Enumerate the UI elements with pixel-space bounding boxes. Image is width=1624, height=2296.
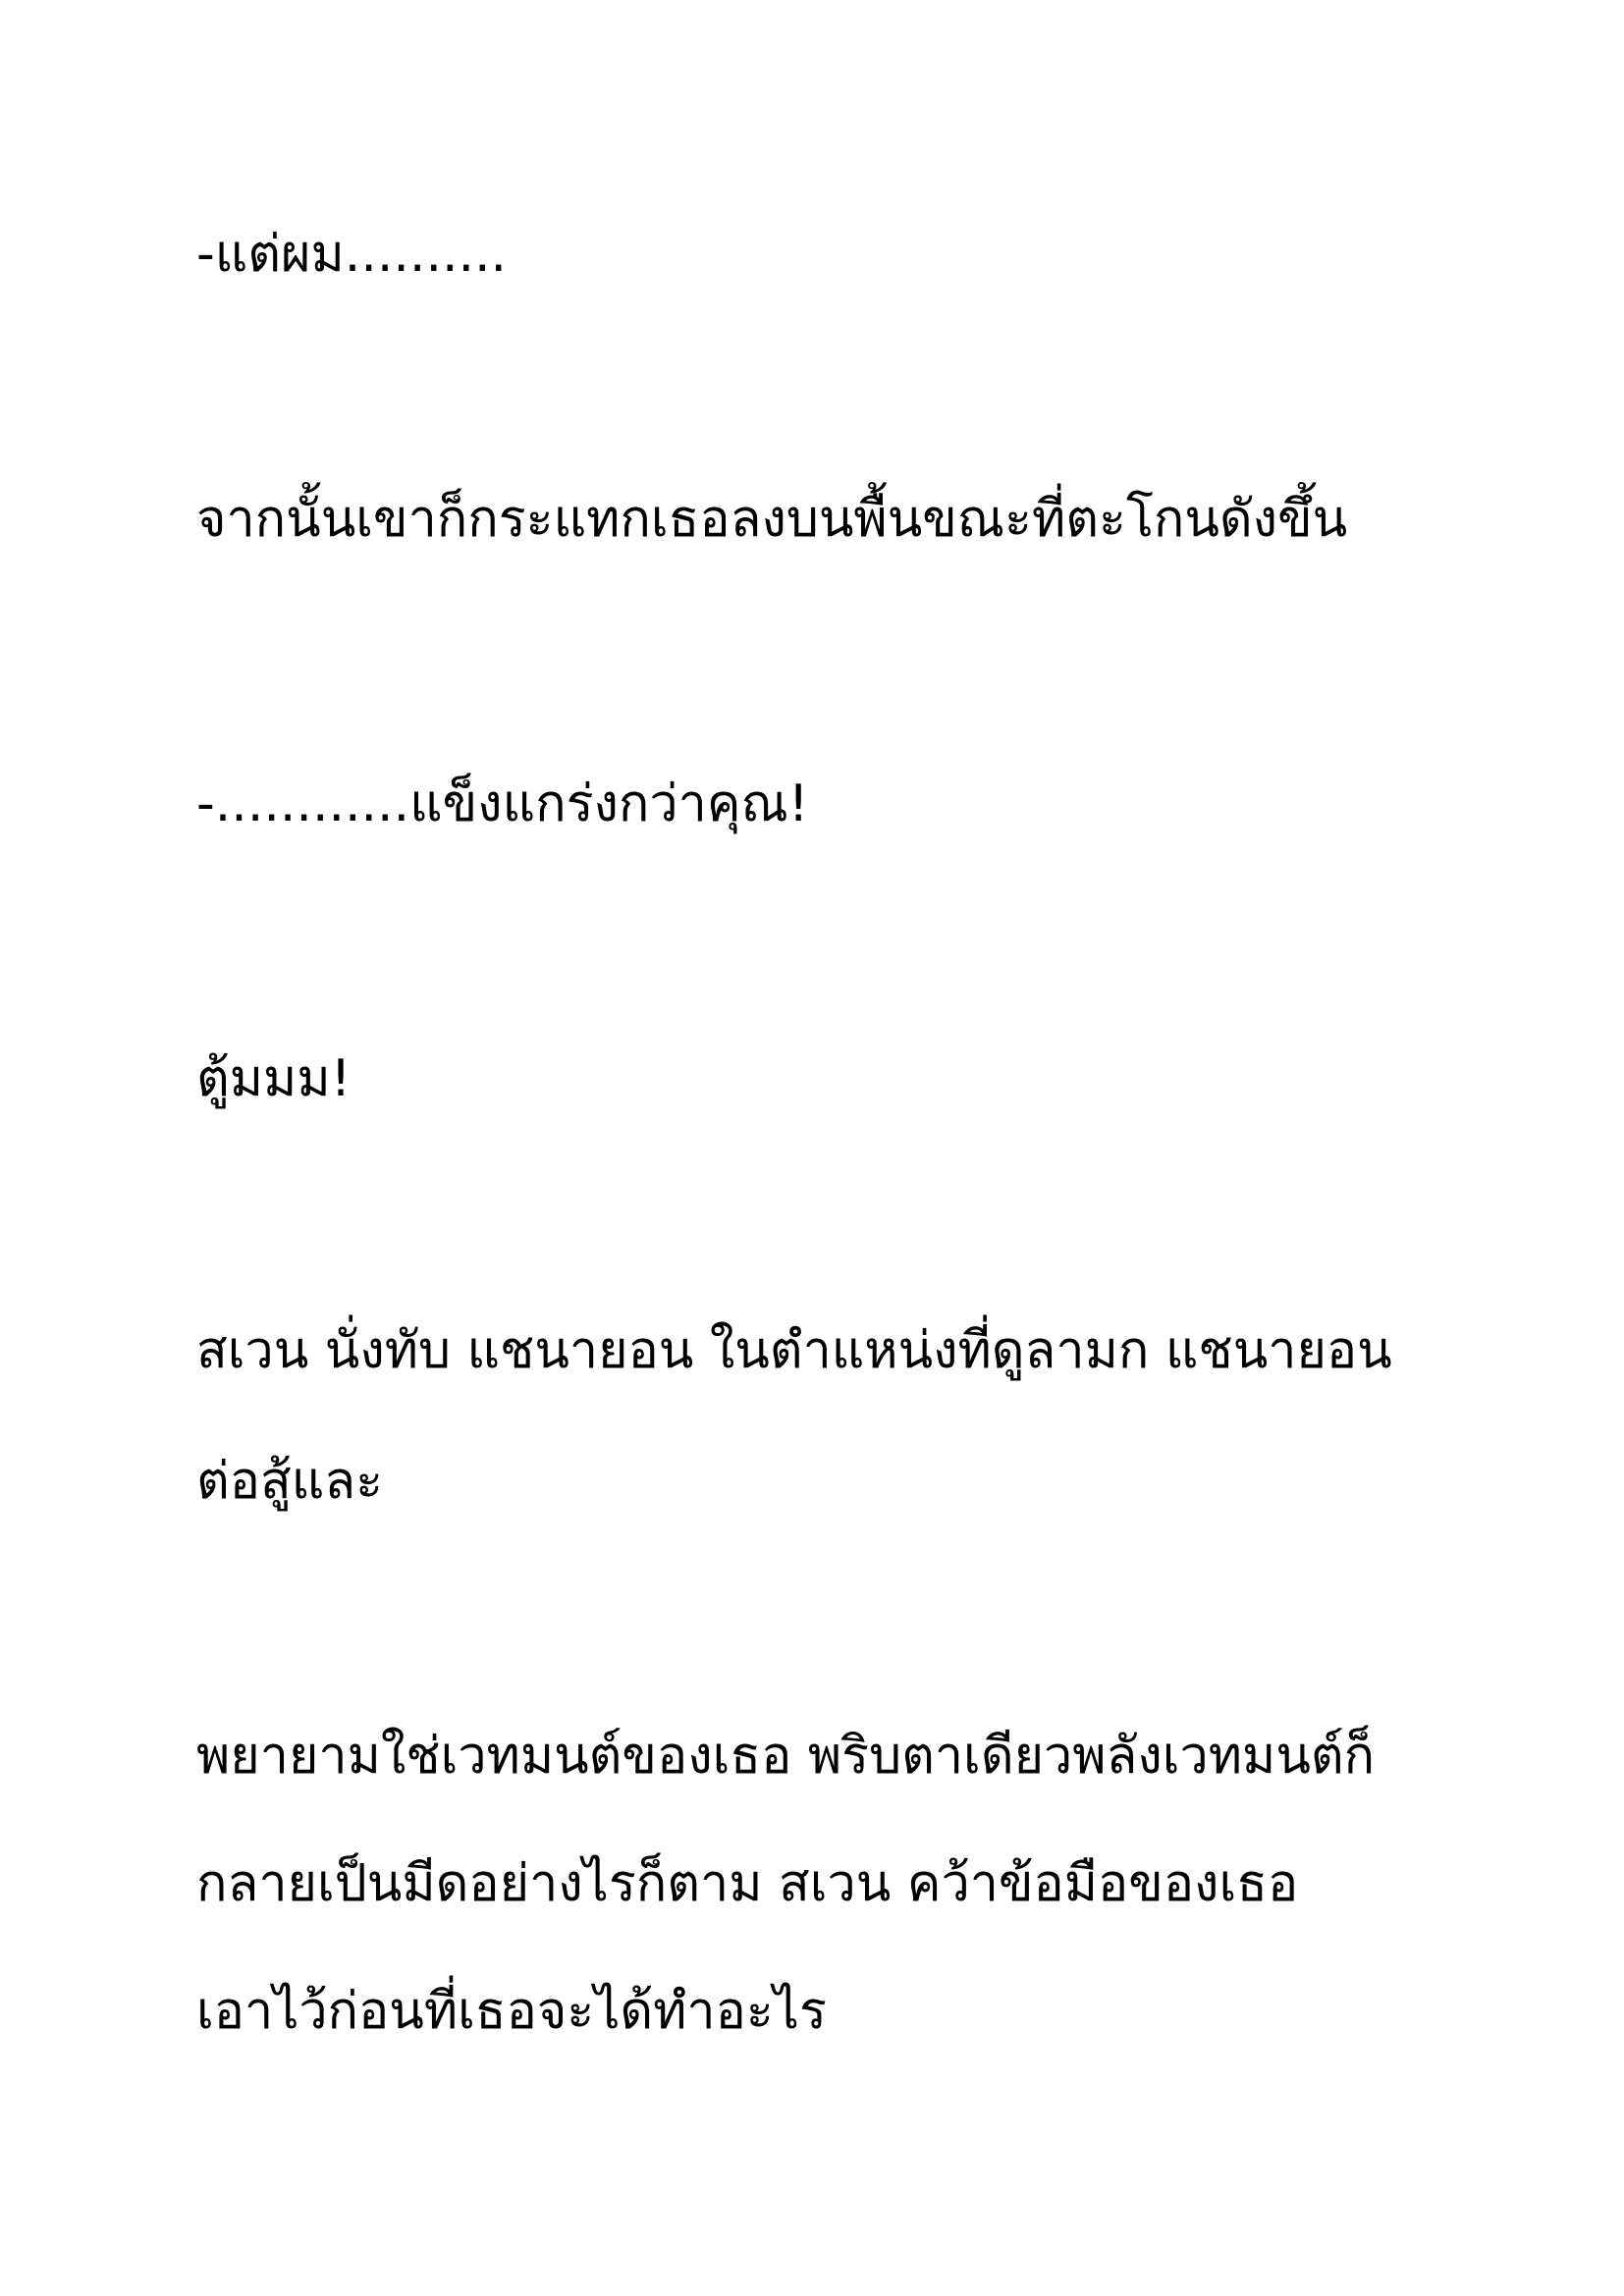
paragraph-3-line-1: -............แข็งแกร่งกว่าคุณ! [196, 774, 809, 833]
paragraph-1-line-1: -แต่ผม.......... [196, 225, 508, 284]
paragraph-4-line-1: ตู้มมม! [196, 1049, 352, 1108]
paragraph-6-line-3: เอาไว้ก่อนที่เธอจะได้ทำอะไร [196, 1982, 827, 2041]
paragraph-5-line-2: ต่อสู้และ [196, 1452, 384, 1511]
paragraph-5-line-1: สเวน นั่งทับ แชนายอน ในตำแหน่งที่ดูลามก แชนายอน [196, 1321, 1392, 1380]
paragraph-6-line-2: กลายเป็นมีดอย่างไรก็ตาม สเวน คว้าข้อมือของเธอ [196, 1854, 1299, 1913]
paragraph-6-line-1: พยายามใช่เวทมนต์ของเธอ พริบตาเดียวพลังเวทมนต์ก็ [196, 1727, 1376, 1786]
paragraph-2-line-1: จากนั้นเขาก็กระแทกเธอลงบนพื้นขณะที่ตะโกนดังขึ้น [196, 490, 1348, 549]
